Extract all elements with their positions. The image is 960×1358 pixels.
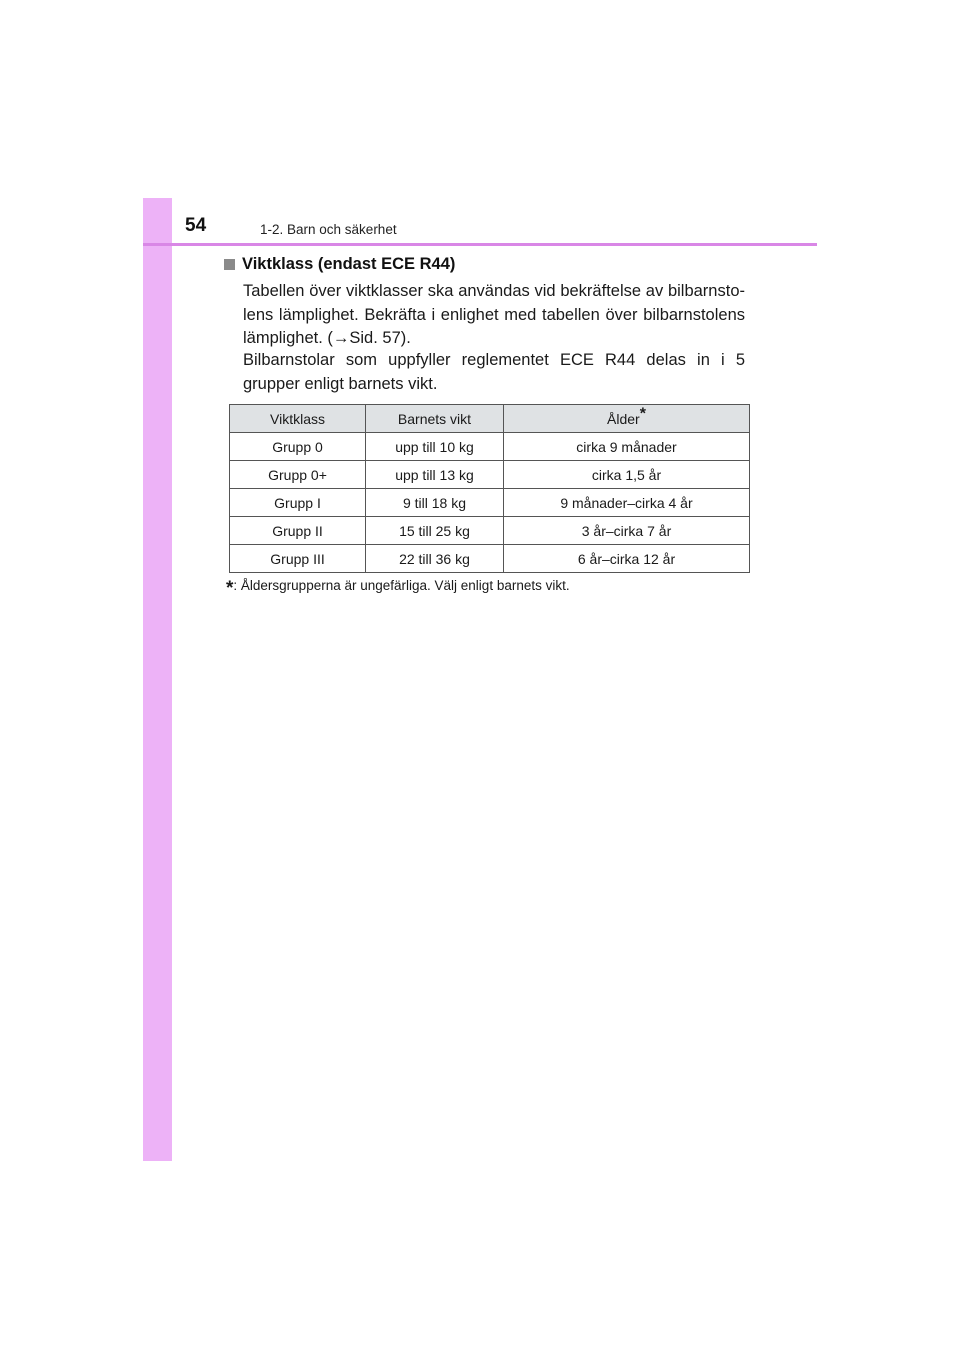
page-reference-link[interactable]: Sid. 57 (349, 329, 401, 347)
section-heading (224, 255, 455, 274)
table-row (230, 545, 750, 573)
table-cell: 3 år–cirka 7 år (504, 517, 750, 545)
paragraph-intro (243, 280, 745, 351)
table-cell: Grupp II (230, 517, 366, 545)
paragraph-groups: Bilbarnstolar som uppfyller reglementet ECE R44 delas in i 5 grupper enligt barnets vikt. (243, 351, 745, 393)
square-bullet-icon (224, 259, 235, 270)
arrow-icon: → (332, 329, 350, 347)
table-cell: upp till 10 kg (366, 433, 504, 461)
table-cell: upp till 13 kg (366, 461, 504, 489)
table-row (230, 517, 750, 545)
footnote-marker: * (639, 404, 646, 422)
column-header-age-text: Ålder (607, 410, 640, 427)
table-header-row (230, 405, 750, 433)
table-row (230, 461, 750, 489)
footnote-text: : Åldersgrupperna är ungefärliga. Välj enligt barnets vikt. (233, 578, 570, 593)
weight-class-table (229, 404, 750, 573)
table-cell: 22 till 36 kg (366, 545, 504, 573)
paragraph-intro-text: Tabellen över viktklasser ska användas vid bekräftelse av bilbarnsto-lens lämplighet. Bekräfta i enlighet med tabellen över bilbarnstolens lämplighet. ( (243, 282, 745, 347)
table-row (230, 489, 750, 517)
column-header-age (504, 405, 750, 433)
table-cell: Grupp 0 (230, 433, 366, 461)
footnote (226, 578, 570, 600)
table-cell: Grupp III (230, 545, 366, 573)
table-cell: 9 till 18 kg (366, 489, 504, 517)
table-cell: cirka 1,5 år (504, 461, 750, 489)
table-cell: 15 till 25 kg (366, 517, 504, 545)
section-title: 1-2. Barn och säkerhet (260, 222, 397, 237)
table-row (230, 433, 750, 461)
table-cell: Grupp 0+ (230, 461, 366, 489)
table-cell: 6 år–cirka 12 år (504, 545, 750, 573)
footnote-star: * (226, 578, 234, 599)
header-divider (143, 243, 817, 246)
column-header-child-weight: Barnets vikt (366, 405, 504, 433)
heading-text: Viktklass (endast ECE R44) (242, 255, 456, 273)
column-header-weight-class: Viktklass (230, 405, 366, 433)
section-sidebar-tab (143, 198, 172, 1161)
table-cell: cirka 9 månader (504, 433, 750, 461)
paragraph-intro-end: ). (400, 329, 411, 347)
table-cell: 9 månader–cirka 4 år (504, 489, 750, 517)
table-cell: Grupp I (230, 489, 366, 517)
page-number: 54 (185, 215, 207, 236)
